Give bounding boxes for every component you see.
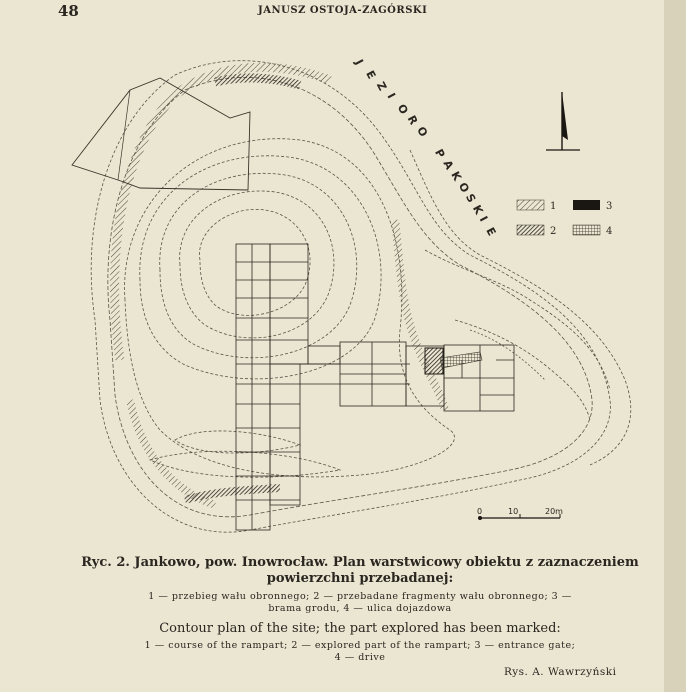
running-header-author: JANUSZ OSTOJA-ZAGÓRSKI [258, 5, 428, 16]
legend-num-2: 2 [550, 226, 557, 237]
page-number: 48 [58, 2, 79, 20]
scale-label-0: 0 [477, 507, 483, 516]
caption-en-legend-line2: 4 — drive [334, 652, 386, 663]
legend-swatch-4 [573, 225, 600, 235]
legend-swatch-1 [517, 200, 544, 210]
legend [517, 200, 612, 237]
legend-num-4: 4 [606, 226, 613, 237]
rampart-course-southwest [130, 400, 215, 505]
lake-label-letter: E [363, 68, 379, 82]
caption-en-legend-line1: 1 — course of the rampart; 2 — explored part of the rampart; 3 — entrance gate; [144, 640, 576, 651]
lake-label-letter: I [384, 90, 398, 101]
enclosure-outline [72, 78, 250, 190]
rampart-course-west [115, 67, 330, 360]
legend-swatch-2 [517, 225, 544, 235]
north-arrow-icon [546, 92, 580, 150]
figure-caption-polish [60, 555, 660, 587]
drive [440, 352, 482, 368]
caption-pl-line1: Ryc. 2. Jankowo, pow. Inowrocław. Plan warstwicowy obiektu z zaznaczeniem [81, 555, 639, 570]
caption-pl-line2: powierzchni przebadanej: [266, 571, 454, 586]
scale-label-20m: 20m [545, 507, 563, 516]
page-edge-shadow [664, 0, 686, 692]
scale-bar [477, 507, 563, 520]
lake-label-letter: K [469, 202, 486, 217]
lake-label-letter: I [476, 214, 491, 224]
caption-en-legend [60, 640, 660, 664]
lake-label-letter: S [463, 191, 479, 205]
caption-pl-legend [60, 591, 660, 615]
caption-pl-legend-line1: 1 — przebieg wału obronnego; 2 — przebadane fragmenty wału obronnego; 3 — [148, 591, 572, 602]
legend-num-1: 1 [550, 201, 557, 212]
lake-label-letter: J [352, 57, 366, 68]
legend-swatch-3 [573, 200, 600, 210]
rampart-explored-north [215, 78, 300, 85]
legend-num-3: 3 [606, 201, 613, 212]
drawing-credit: Rys. A. Wawrzyński [504, 666, 617, 678]
contour-lines [91, 61, 631, 532]
figure-caption-english: Contour plan of the site; the part explored has been marked: [159, 621, 561, 636]
lake-label-letter: O [455, 180, 472, 195]
caption-pl-legend-line2: brama grodu, 4 — ulica dojazdowa [268, 603, 452, 614]
lake-label-letter: O [394, 102, 411, 117]
lake-label-letter: A [440, 158, 456, 172]
lake-label [352, 56, 498, 238]
scale-label-10: 10 [508, 507, 519, 516]
lake-label-letter: P [432, 146, 448, 161]
lake-label-letter: E [483, 225, 499, 239]
lake-label-letter: Z [373, 79, 390, 93]
rampart-course-east [395, 220, 445, 410]
lake-label-letter: K [448, 169, 464, 183]
lake-label-letter: R [404, 113, 421, 127]
lake-label-letter: O [414, 124, 431, 139]
rampart-explored-south [185, 488, 280, 500]
